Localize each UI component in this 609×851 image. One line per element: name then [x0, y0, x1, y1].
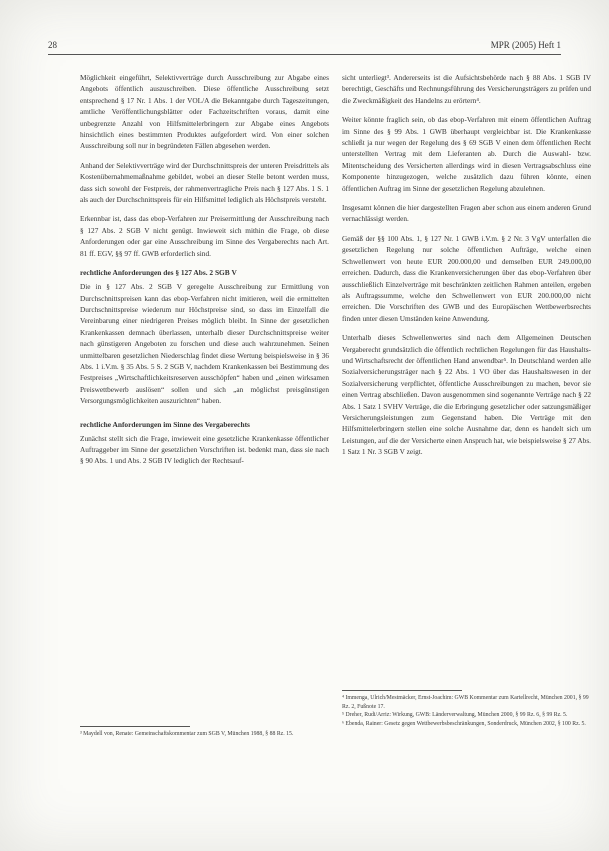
page-header	[48, 40, 561, 55]
section-heading: rechtliche Anforderungen im Sinne des Vergaberechts	[80, 419, 250, 429]
paragraph: Insgesamt können die hier dargestellten Fragen aber schon aus einem anderen Grund vernachlässigt werden.	[342, 203, 591, 224]
footnotes-right	[342, 690, 589, 728]
paragraph: Anhand der Selektivverträge wird der Durchschnittspreis der unteren Preisdrittels als Kostenübernahmemaßnahme gebildet, wobei an dieser Stelle betont werden muss, dass sich sowohl der Festpreis, der rahmenvertragliche Preis nach § 127 Abs. 1 S. 1 als auch der Durchschnittspreis für ein Hilfsmittel lediglich als Höchstpreis versteht.	[80, 160, 329, 205]
footnote: ⁴ Immenga, Ulrich/Mestmäcker, Ernst-Joachim: GWB Kommentar zum Kartellrecht, München 2001, § 99 Rz. 2, Fußnote 17.	[342, 695, 589, 710]
footnote: ³ Maydell von, Renate: Gemeinschaftskommentar zum SGB V, München 1988, § 88 Rz. 15.	[80, 731, 294, 737]
paragraph: Gemäß der §§ 100 Abs. 1, § 127 Nr. 1 GWB i.V.m. § 2 Nr. 3 VgV unterfallen die gesetzlichen Regelung nur solche öffentlichen Aufträge, welche einen Schwellenwert von heute EUR 200.000,00 und demselben EUR 249.000,00 erreichen. Dadurch, dass die Krankenversicherungen über das ebop-Verfahren über ausschließlich Einzelverträge mit beschränkten zeitlichen Rahmen anteilen, ergeben als Auftragssumme, welche den Schwellenwert von EUR 200.000,00 nicht erreichen. Die Vorschriften des GWB und des Europäischen Wettbewerbsrechts finden unter diesen Umständen keine Anwendung.	[342, 233, 591, 323]
left-column	[80, 72, 329, 475]
paragraph: Weiter könnte fraglich sein, ob das ebop-Verfahren mit einem öffentlichen Auftrag im Sinne des § 99 Abs. 1 GWB überhaupt vergleichbar ist. Die Krankenkasse schließt ja nur wegen der Regelung des § 69 SGB V einen dem öffentlichen Recht unterstellten Vertrag mit dem Lieferanten ab. Durch die Auswahl- bzw. Mitentscheidung des Versicherten allerdings wird in diesen Vertragsabschluss eine Komponente hinzugezogen, welche zusätzlich dazu führen könnte, einen öffentlichen Auftrag im Sinne der gesetzlichen Regelung abzulehnen.	[342, 115, 591, 193]
paragraph: Unterhalb dieses Schwellenwertes sind nach dem Allgemeinen Deutschen Vergaberecht grundsätzlich die öffentlich rechtlichen Regelungen für das Haushalts- und Wirtschaftsrecht der öffentlichen Hand anwendbar⁵. In Deutschland werden alle Sozialversicherungsträger nach § 22 Abs. 1 VO über das Haushaltswesen in der Sozialversicherung verpflichtet, öffentliche Ausschreibungen zu machen, bevor sie einen Vertrag abschließen. Davon ausgenommen sind sogenannte Verträge nach § 22 Abs. 1 Satz 1 SVHV Verträge, die die Erbringung gesetzlicher oder satzungsmäßiger Versicherungsleistungen zum Gegenstand haben. Die Verträge mit den Hilfsmittelerbringern stellen eine solche Ausnahme dar, denn es handelt sich um Leistungen, auf die der Versicherte einen Anspruch hat, wie beispielsweise § 27 Abs. 1 Satz 1 Nr. 3 SGB V zeigt.	[342, 333, 591, 457]
footnote: ⁶ Ebenda, Rainer: Gesetz gegen Wettbewerbsbeschränkungen, Sonderdruck, München 2002, § 100 Rz. 5.	[342, 720, 586, 727]
page-number: 28	[48, 40, 57, 50]
paragraph: sicht unterliegt³. Andererseits ist die Aufsichtsbehörde nach § 88 Abs. 1 SGB IV berechtigt, Geschäfts und Rechnungsführung des Versicherungsträgers zu prüfen und die Zweckmäßigkeit des Handelns zu erörtern⁴.	[342, 73, 591, 105]
paragraph: Zunächst stellt sich die Frage, inwieweit eine gesetzliche Krankenkasse öffentlicher Auftraggeber im Sinne der gesetzlichen Vorschriften ist. bedenkt man, dass sie nach § 90 Abs. 1 und Abs. 2 SGB IV lediglich der Rechtsauf-	[80, 433, 329, 466]
paragraph: Die in § 127 Abs. 2 SGB V geregelte Ausschreibung zur Ermittlung von Durchschnittspreisen kann das ebop-Verfahren nicht imitieren, weil die ermittelten Durchschnittspreise wiederum nur Höchstpreise sind, so dass im Einzelfall die Vereinbarung einer niedrigeren Preises möglich bleibt. In Sinne der gesetzlichen Krankenkassen demnach überlassen, unterhalb dieser Durchschnittspreise weiter nach günstigeren Angeboten zu forschen und diese auch wahrzunehmen. Seinen unmittelbaren gesetzlichen Niederschlag findet diese Wertung beispielsweise in § 36 Abs. 1 i.V.m. § 35 Abs. 5 S. 2 SGB V, nachdem Krankenkassen bei Bestimmung des Festpreises „Wirtschaftlichkeitsreserven ausschöpfen“ haben und „einen wirksamen Preiswettbewerb auslösen“ sollen und sich „an möglichst preisgünstigen Versorgungsmöglichkeiten auszurichten“ haben.	[80, 282, 329, 406]
footnotes-left	[80, 726, 294, 739]
right-column	[342, 72, 591, 466]
journal-reference: MPR (2005) Heft 1	[490, 40, 561, 50]
paragraph: Möglichkeit eingeführt, Selektivverträge durch Ausschreibung zur Abgabe eines Angebots öffentlich auszuschreiben. Diese öffentliche Ausschreibung setzt entsprechend § 17 Nr. 1 Abs. 1 der VOL/A die Bekanntgabe durch Tageszeitungen, amtliche Veröffentlichungsblätter oder Fachzeitschriften voraus, damit eine unbegrenzte Anzahl von Hilfsmittelerbringern zur Abgabe eines Angebots hinsichtlich eines bestimmten Produktes aufgefordert wird. Von einer solchen Ausschreibung soll nur in begründeten Fällen abgesehen werden.	[80, 73, 329, 151]
section-heading: rechtliche Anforderungen des § 127 Abs. 2 SGB V	[80, 268, 237, 278]
paragraph: Erkennbar ist, dass das ebop-Verfahren zur Preisermittlung der Ausschreibung nach § 127 Abs. 2 SGB V nicht genügt. Inwieweit sich mithin die Frage, ob diese Anforderungen oder gar eine Ausschreibung im Sinne des Vergaberechts nach Art. 81 ff. EGV, §§ 97 ff. GWB erforderlich sind.	[80, 214, 329, 258]
footnote: ⁵ Dreher, Rudi/Arriz: Wirkung, GWB: Länderverwaltung, München 2000, § 99 Rz. 6, § 99 Rz. 5.	[342, 712, 568, 718]
